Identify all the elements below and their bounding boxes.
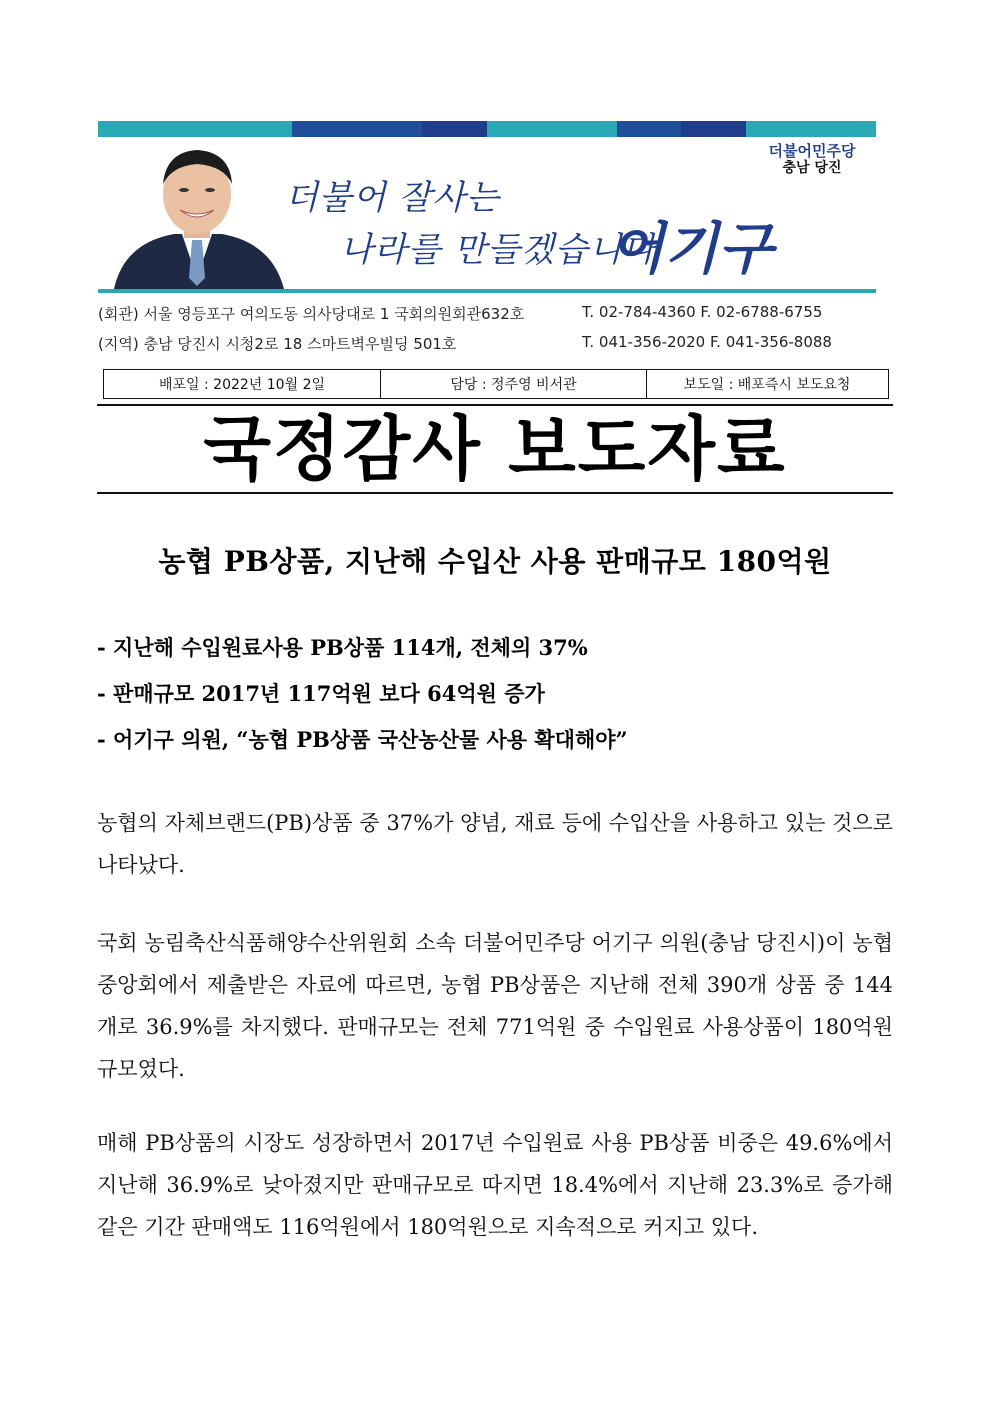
address-hq-line xyxy=(98,303,823,324)
party-region: 충남 당진 xyxy=(782,160,842,176)
signature: 어기구 xyxy=(610,216,773,282)
banner-color-segment xyxy=(811,121,876,137)
banner-color-segment xyxy=(552,121,617,137)
banner-color-bar xyxy=(98,121,876,137)
banner-color-segment xyxy=(487,121,552,137)
address-local-contact: T. 041-356-2020 F. 041-356-8088 xyxy=(582,333,832,351)
banner-color-segment xyxy=(746,121,811,137)
body-paragraph: 매해 PB상품의 시장도 성장하면서 2017년 수입원료 사용 PB상품 비중은 49.6%에서 지난해 36.9%로 낮아졌지만 판매규모로 따지면 18.4%에서 지난해 23.3%로 증가해 같은 기간 판매액도 116억원에서 180억원으로 지속적으로 커지고 있다. xyxy=(97,1131,893,1239)
title-rule-top xyxy=(97,404,893,406)
release-timing: 보도일 : 배포즉시 보도요청 xyxy=(683,377,851,393)
slogan-line-2: 나라를 만들겠습니다 xyxy=(340,230,657,270)
banner-color-segment xyxy=(228,121,293,137)
page-title: 국정감사 보도자료 xyxy=(203,408,787,490)
portrait-photo xyxy=(104,138,290,289)
banner-color-segment xyxy=(357,121,422,137)
bullet-item: - 지난해 수입원료사용 PB상품 114개, 전체의 37% xyxy=(97,635,588,660)
release-info-box xyxy=(103,369,889,399)
title-rule-bottom xyxy=(97,492,893,494)
address-hq: (회관) 서울 영등포구 여의도동 의사당대로 1 국회의원회관632호 xyxy=(98,305,525,323)
banner-color-segment xyxy=(163,121,228,137)
banner-color-segment xyxy=(617,121,682,137)
banner-color-segment xyxy=(292,121,357,137)
headline: 농협 PB상품, 지난해 수입산 사용 판매규모 180억원 xyxy=(158,545,832,578)
slogan-line-1: 더불어 잘사는 xyxy=(285,178,500,218)
banner-color-segment xyxy=(681,121,746,137)
address-local: (지역) 충남 당진시 시청2로 18 스마트벽우빌딩 501호 xyxy=(98,335,457,353)
banner-color-segment xyxy=(98,121,163,137)
bullet-item: - 판매규모 2017년 117억원 보다 64억원 증가 xyxy=(97,681,545,706)
bullet-item: - 어기구 의원, “농협 PB상품 국산농산물 사용 확대해야” xyxy=(97,727,628,752)
body-paragraph: 국회 농림축산식품해양수산위원회 소속 더불어민주당 어기구 의원(충남 당진시)이 농협중앙회에서 제출받은 자료에 따르면, 농협 PB상품은 지난해 전체 390개 상품 중 144개로 36.9%를 차지했다. 판매규모는 전체 771억원 중 수입원료 사용상품이 180억원 규모였다. xyxy=(97,931,893,1081)
banner-color-segment xyxy=(422,121,487,137)
banner-divider xyxy=(98,289,876,293)
release-date: 배포일 : 2022년 10월 2일 xyxy=(104,370,381,398)
body-paragraph: 농협의 자체브랜드(PB)상품 중 37%가 양념, 재료 등에 수입산을 사용하고 있는 것으로 나타났다. xyxy=(97,811,893,877)
address-hq-contact: T. 02-784-4360 F. 02-6788-6755 xyxy=(582,303,823,321)
contact-person: 담당 : 정주영 비서관 xyxy=(381,370,647,398)
party-logo xyxy=(752,142,872,177)
address-local-line xyxy=(98,333,832,354)
summary-bullets xyxy=(97,630,893,768)
party-name: 더불어민주당 xyxy=(768,142,856,160)
